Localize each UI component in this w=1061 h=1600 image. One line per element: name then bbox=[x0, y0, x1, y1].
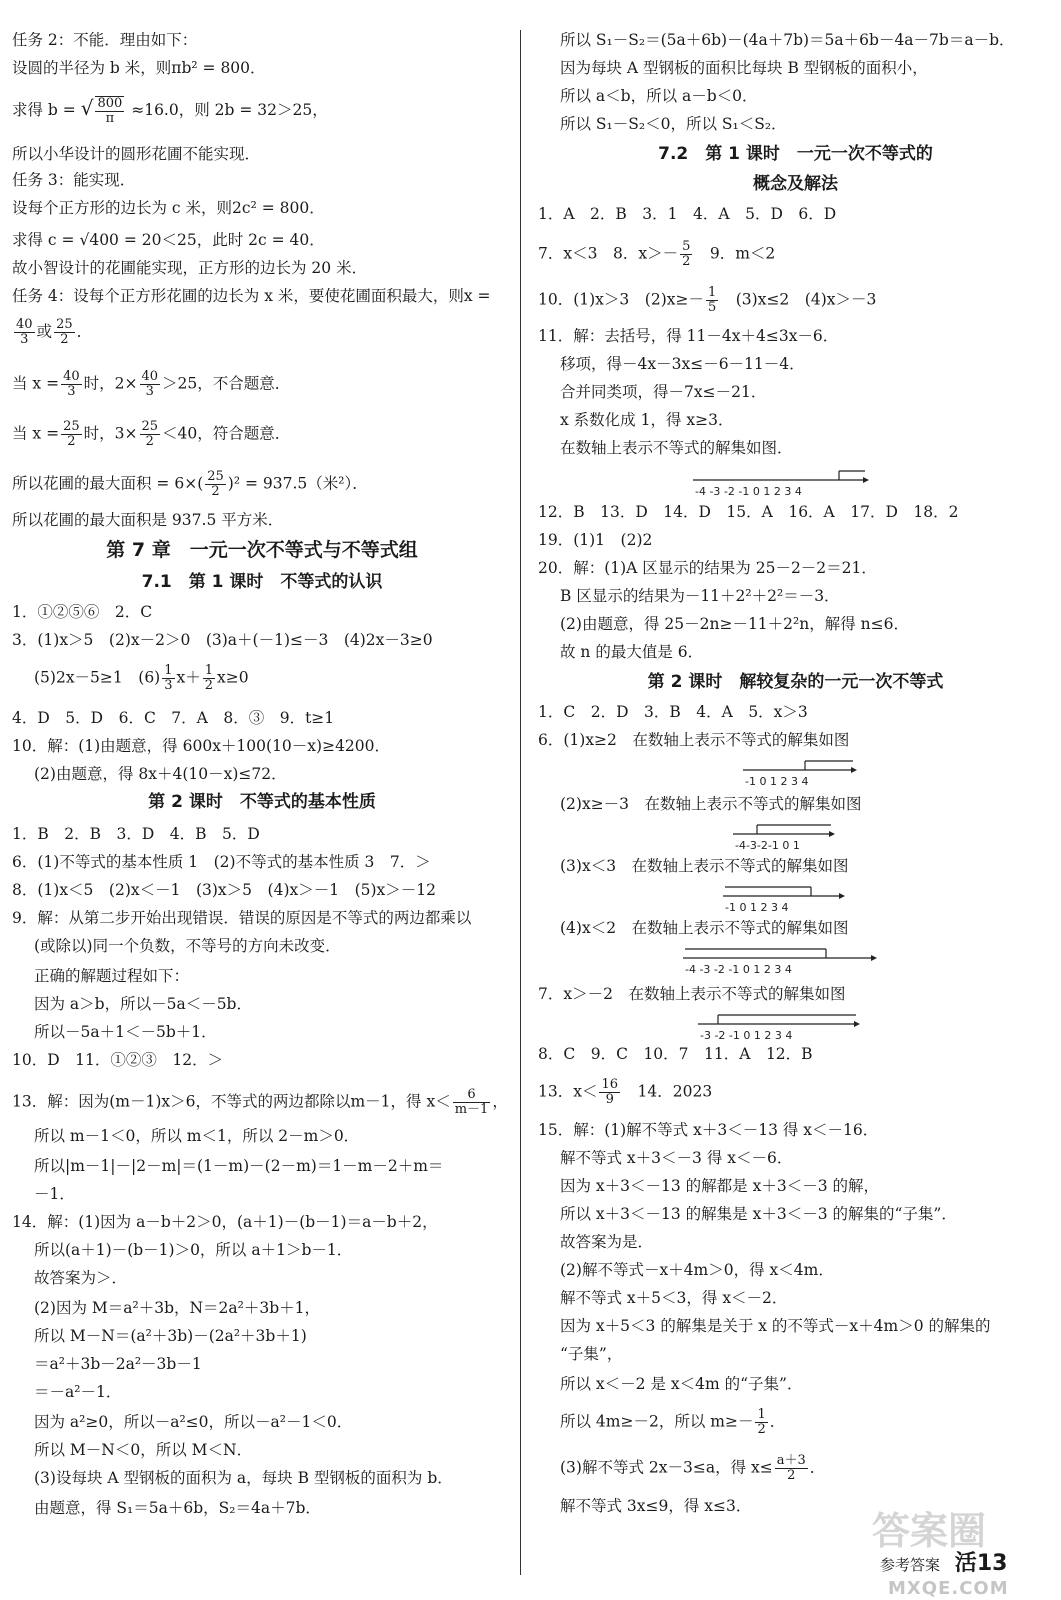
answer-line: 所以 4m≥－2，所以 m≥－ $\frac{1}{2}$ ． bbox=[560, 1407, 786, 1437]
answer-line: (2)因为 M＝a²＋3b，N＝2a²＋3b＋1， bbox=[34, 1299, 321, 1317]
answer-line: 所以 M－N＝(a²＋3b)－(2a²＋3b＋1) bbox=[34, 1327, 307, 1345]
answer-line: 因为每块 A 型钢板的面积比每块 B 型钢板的面积小， bbox=[560, 59, 928, 77]
answer-line: 所以 x＜－2 是 x＜4m 的“子集”． bbox=[560, 1375, 803, 1393]
text-line: $\frac{40}{3}$ 或 $\frac{25}{2}$ ． bbox=[16, 317, 93, 347]
section-title: 7.2 第 1 课时 一元一次不等式的 bbox=[658, 144, 933, 164]
page-footer bbox=[880, 1546, 1007, 1577]
answer-line: 3．(1)x＞5 (2)x－2＞0 (3)a＋(－1)≤－3 (4)2x－3≥0 bbox=[12, 631, 433, 649]
answer-line: 7．x＜3 8．x＞－ $\frac{5}{2}$ 9．m＜2 bbox=[538, 239, 776, 269]
answer-line: 1．B 2．B 3．D 4．B 5．D bbox=[12, 825, 260, 843]
answer-line: (或除以)同一个负数，不等号的方向未改变． bbox=[34, 937, 341, 955]
answer-line: (5)2x－5≥1 (6) $\frac{1}{3}$ x＋ $\frac{1}{2}$ x≥0 bbox=[34, 663, 249, 693]
answer-line: 9．解：从第二步开始出现错误．错误的原因是不等式的两边都乘以 bbox=[12, 909, 472, 927]
text-line: 任务 4：设每个正方形花圃的边长为 x 米，要使花圃面积最大，则x = bbox=[12, 287, 491, 305]
answer-line: 所以 S₁－S₂＝(5a＋6b)－(4a＋7b)＝5a＋6b－4a－7b＝a－b． bbox=[560, 31, 1015, 49]
answer-line: ＝a²＋3b－2a²－3b－1 bbox=[34, 1355, 202, 1373]
answer-line: 故 n 的最大值是 6． bbox=[560, 643, 704, 661]
answer-line: 12．B 13．D 14．D 15．A 16．A 17．D 18．2 bbox=[538, 503, 959, 521]
column-divider bbox=[520, 30, 521, 1575]
text-line: 所以花圃的最大面积是 937.5 平方米． bbox=[12, 511, 284, 529]
answer-line: 由题意，得 S₁＝5a＋6b，S₂＝4a＋7b． bbox=[34, 1499, 321, 1517]
section-title: 第 2 课时 解较复杂的一元一次不等式 bbox=[647, 672, 944, 692]
answer-line: 4．D 5．D 6．C 7．A 8．③ 9．t≥1 bbox=[12, 709, 335, 727]
answer-line: 15．解：(1)解不等式 x＋3＜－13 得 x＜－16． bbox=[538, 1121, 879, 1139]
watermark-site: MXQE.COM bbox=[888, 1578, 1009, 1599]
text-line: 设圆的半径为 b 米，则πb² = 800． bbox=[12, 59, 266, 77]
answer-line: 10．(1)x＞3 (2)x≥－ $\frac{1}{5}$ (3)x≤2 (4)x＞－3 bbox=[538, 285, 877, 315]
number-line-labels: -1 0 1 2 3 4 bbox=[745, 775, 809, 788]
answer-line: 6．(1)不等式的基本性质 1 (2)不等式的基本性质 3 7．＞ bbox=[12, 853, 431, 871]
answer-line: 解不等式 x＋3＜－3 得 x＜－6． bbox=[560, 1149, 793, 1167]
answer-line: (3)设每块 A 型钢板的面积为 a，每块 B 型钢板的面积为 b． bbox=[34, 1469, 453, 1487]
answer-line: 8．(1)x＜5 (2)x＜－1 (3)x＞5 (4)x＞－1 (5)x＞－12 bbox=[12, 881, 437, 899]
text-line: 求得 c = √400 = 20＜25，此时 2c = 40． bbox=[12, 231, 325, 249]
number-line bbox=[698, 1012, 868, 1042]
text-line: 当 x = $\frac{25}{2}$ 时，3× $\frac{25}{2}$ ＜40，符合题意． bbox=[12, 419, 291, 449]
answer-line: 因为 a²≥0，所以－a²≤0，所以－a²－1＜0． bbox=[34, 1413, 353, 1431]
number-line bbox=[693, 468, 873, 498]
sqrt-symbol: √ bbox=[80, 96, 94, 120]
number-line-labels: -4-3-2-1 0 1 bbox=[735, 839, 800, 852]
answer-line: x 系数化成 1，得 x≥3． bbox=[560, 411, 734, 429]
answer-line: 解不等式 3x≤9，得 x≤3． bbox=[560, 1497, 752, 1515]
chapter-title: 第 7 章 一元一次不等式与不等式组 bbox=[106, 539, 418, 561]
answer-line: 13．解：因为(m－1)x＞6，不等式的两边都除以m－1，得 x＜ $\frac{6}{m-1}$ ， bbox=[12, 1087, 508, 1117]
answer-line: 6．(1)x≥2 在数轴上表示不等式的解集如图 bbox=[538, 731, 850, 749]
answer-line: 所以|m－1|－|2－m|＝(1－m)－(2－m)＝1－m－2＋m＝ bbox=[34, 1157, 444, 1175]
text-line: 当 x = $\frac{40}{3}$ 时，2× $\frac{40}{3}$ ＞25，不合题意． bbox=[12, 369, 291, 399]
answer-line: 10．D 11．①②③ 12．＞ bbox=[12, 1051, 224, 1069]
number-line-labels: -4 -3 -2 -1 0 1 2 3 4 bbox=[685, 963, 792, 976]
answer-line: 移项，得－4x－3x≤－6－11－4． bbox=[560, 355, 805, 373]
footer-label: 参考答案 bbox=[880, 1556, 941, 1574]
answer-line: “子集”， bbox=[560, 1345, 623, 1363]
answer-line: 所以 m－1＜0，所以 m＜1，所以 2－m＞0． bbox=[34, 1127, 360, 1145]
answer-line: 在数轴上表示不等式的解集如图． bbox=[560, 439, 793, 457]
number-line-labels: -3 -2 -1 0 1 2 3 4 bbox=[700, 1029, 793, 1042]
answer-line: 合并同类项，得－7x≤－21． bbox=[560, 383, 767, 401]
answer-line: 因为 x＋3＜－13 的解都是 x＋3＜－3 的解， bbox=[560, 1177, 879, 1195]
answer-line: 所以 a＜b，所以 a－b＜0． bbox=[560, 87, 758, 105]
answer-line: 所以－5a＋1＜－5b＋1． bbox=[34, 1023, 217, 1041]
text-line: 任务 3：能实现． bbox=[12, 171, 136, 189]
answer-line: B 区显示的结果为－11＋2²＋2²＝－3． bbox=[560, 587, 840, 605]
number-line-labels: -1 0 1 2 3 4 bbox=[725, 901, 789, 914]
answer-line: 所以(a＋1)－(b－1)＞0，所以 a＋1＞b－1． bbox=[34, 1241, 353, 1259]
answer-line: 所以 S₁－S₂＜0，所以 S₁＜S₂． bbox=[560, 115, 787, 133]
section-title: 概念及解法 bbox=[753, 174, 838, 194]
answer-line: (3)解不等式 2x－3≤a，得 x≤ $\frac{a+3}{2}$ ． bbox=[560, 1453, 826, 1483]
number-line bbox=[743, 758, 863, 788]
answer-line: 11．解：去括号，得 11－4x＋4≤3x－6． bbox=[538, 327, 839, 345]
answer-line: 故答案为是． bbox=[560, 1233, 654, 1251]
number-line bbox=[733, 822, 843, 852]
text-line: 任务 2：不能．理由如下： bbox=[12, 31, 198, 49]
text-line: 设每个正方形的边长为 c 米，则2c² = 800． bbox=[12, 199, 325, 217]
text-line: 所以花圃的最大面积 = 6×( $\frac{25}{2}$ )² = 937.5（米²）． bbox=[12, 469, 368, 499]
watermark-logo: 答案圈 bbox=[872, 1509, 987, 1553]
answer-line: 所以 M－N＜0，所以 M＜N． bbox=[34, 1441, 253, 1459]
section-title: 第 2 课时 不等式的基本性质 bbox=[148, 792, 376, 812]
answer-line: 所以 x＋3＜－13 的解集是 x＋3＜－3 的解集的“子集”． bbox=[560, 1205, 957, 1223]
answer-line: ＝－a²－1． bbox=[34, 1383, 122, 1401]
answer-line: 1．C 2．D 3．B 4．A 5．x＞3 bbox=[538, 703, 808, 721]
page-number: 活13 bbox=[954, 1551, 1008, 1576]
number-line-labels: -4 -3 -2 -1 0 1 2 3 4 bbox=[695, 485, 802, 498]
number-line bbox=[723, 884, 853, 914]
text-line: 所以小华设计的圆形花圃不能实现． bbox=[12, 145, 261, 163]
answer-line: (2)由题意，得 8x＋4(10－x)≤72． bbox=[34, 765, 287, 783]
answer-line: 故答案为＞． bbox=[34, 1269, 128, 1287]
answer-line: 1．①②⑤⑥ 2．C bbox=[12, 603, 153, 621]
answer-line: 20．解：(1)A 区显示的结果为 25－2－2＝21． bbox=[538, 559, 877, 577]
answer-line: －1． bbox=[34, 1185, 75, 1203]
number-line bbox=[683, 946, 883, 976]
answer-line: (2)解不等式－x＋4m＞0，得 x＜4m． bbox=[560, 1261, 834, 1279]
answer-line: 13．x＜ $\frac{16}{9}$ 14．2023 bbox=[538, 1077, 713, 1107]
answer-line: 14．解：(1)因为 a－b＋2＞0，(a＋1)－(b－1)＝a－b＋2， bbox=[12, 1213, 438, 1231]
answer-line: 正确的解题过程如下： bbox=[34, 967, 190, 985]
answer-line: 10．解：(1)由题意，得 600x＋100(10－x)≥4200． bbox=[12, 737, 391, 755]
answer-line: 因为 a＞b，所以－5a＜－5b． bbox=[34, 995, 252, 1013]
text-line: 故小智设计的花圃能实现，正方形的边长为 20 米． bbox=[12, 259, 368, 277]
answer-line: (2)由题意，得 25－2n≥－11＋2²n，解得 n≤6． bbox=[560, 615, 909, 633]
answer-line: (4)x＜2 在数轴上表示不等式的解集如图 bbox=[560, 919, 849, 937]
answer-line: 7．x＞－2 在数轴上表示不等式的解集如图 bbox=[538, 985, 846, 1003]
answer-line: (2)x≥－3 在数轴上表示不等式的解集如图 bbox=[560, 795, 862, 813]
answer-line: 解不等式 x＋5＜3，得 x＜－2． bbox=[560, 1289, 788, 1307]
answer-line: 19．(1)1 (2)2 bbox=[538, 531, 653, 549]
text-line: 求得 b = √ $\frac{800}{\pi}$ ≈16.0，则 2b = 32＞25， bbox=[12, 96, 328, 126]
section-title: 7.1 第 1 课时 不等式的认识 bbox=[141, 572, 383, 592]
answer-line: 1．A 2．B 3．1 4．A 5．D 6．D bbox=[538, 205, 837, 223]
answer-line: (3)x＜3 在数轴上表示不等式的解集如图 bbox=[560, 857, 849, 875]
answer-line: 8．C 9．C 10．7 11．A 12．B bbox=[538, 1045, 813, 1063]
answer-line: 因为 x＋5＜3 的解集是关于 x 的不等式－x＋4m＞0 的解集的 bbox=[560, 1317, 991, 1335]
